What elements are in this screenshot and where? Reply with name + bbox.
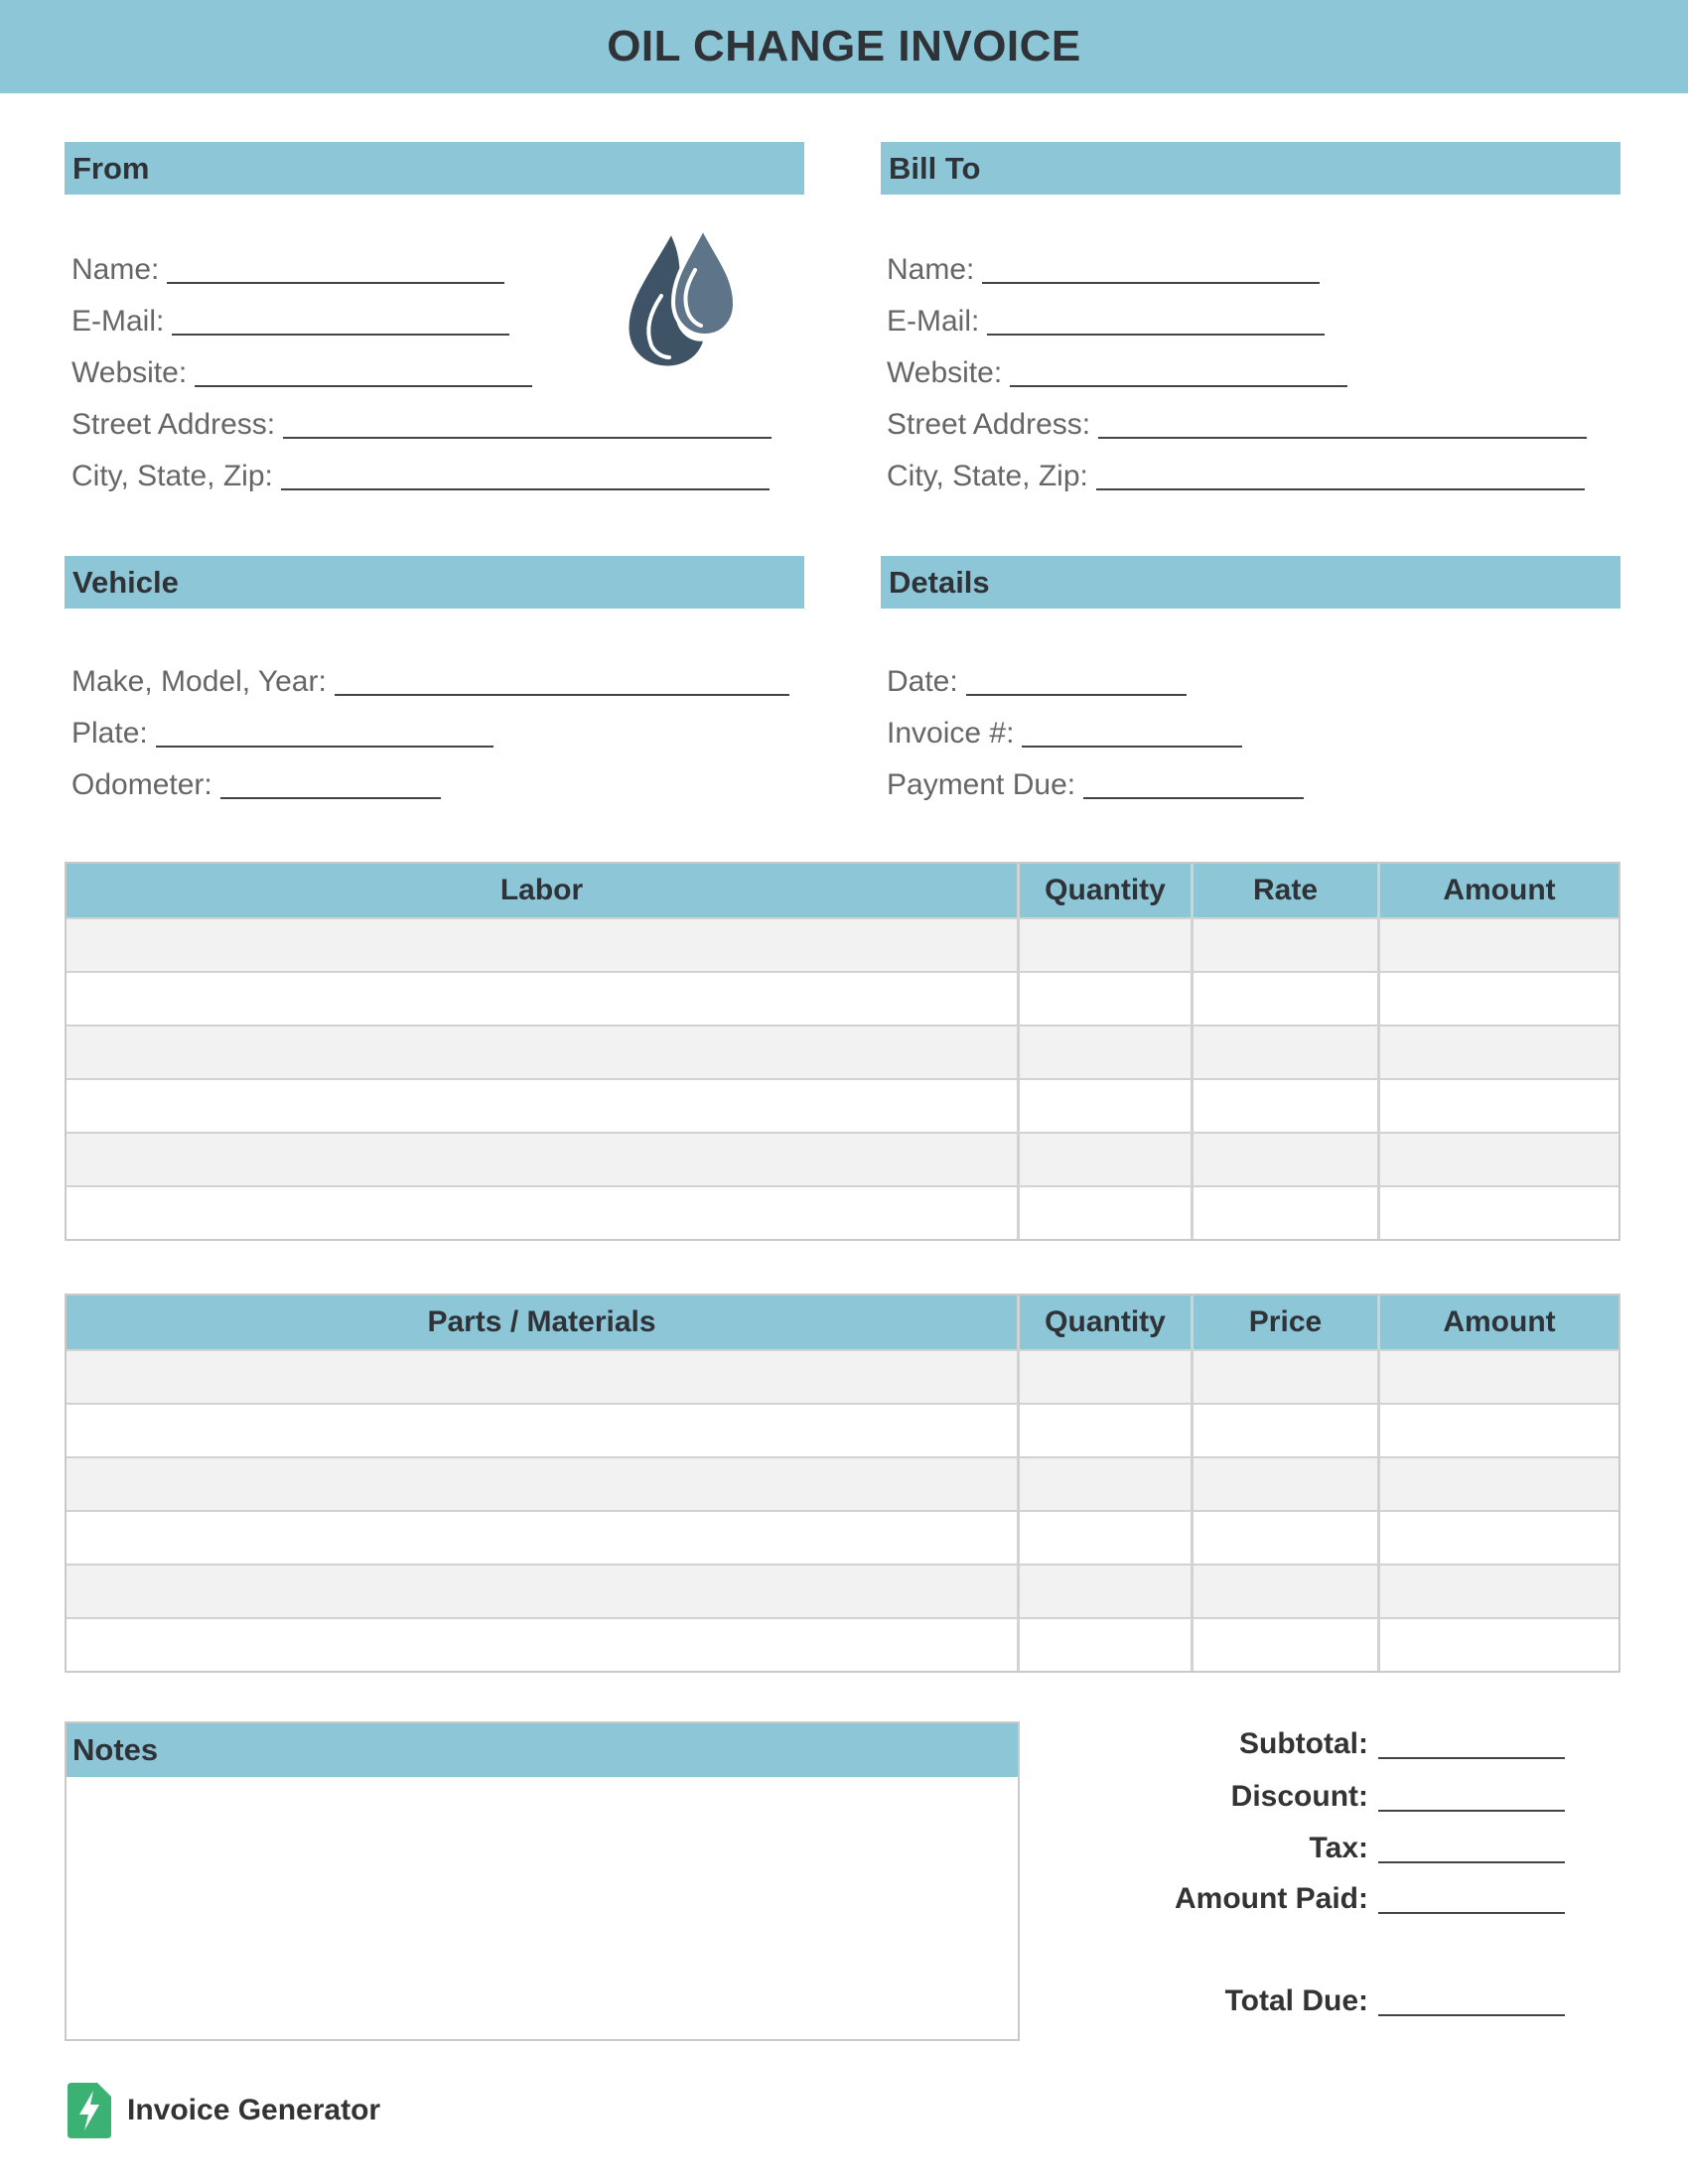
- parts-column-header: Parts / Materials: [427, 1305, 656, 1338]
- labor-amount-cell[interactable]: [1377, 919, 1618, 971]
- notes-box: [65, 1721, 1020, 2041]
- amount-paid-label: Amount Paid:: [1175, 1882, 1368, 1915]
- table-row: [67, 1078, 1618, 1132]
- table-row: [67, 1132, 1618, 1185]
- bill-to-email-label: E-Mail:: [887, 305, 980, 338]
- amount-paid-line: [1378, 1912, 1565, 1914]
- parts-table-header: [67, 1296, 1618, 1349]
- bill-to-email-line: [987, 334, 1325, 336]
- labor-amount-column-header: Amount: [1377, 864, 1618, 917]
- labor-column-header: Labor: [499, 874, 584, 906]
- make-model-year-line: [335, 694, 789, 696]
- invoice-number-label: Invoice #:: [887, 717, 1015, 750]
- part-description-cell[interactable]: [67, 1405, 1017, 1456]
- labor-rate-cell[interactable]: [1191, 919, 1377, 971]
- lightning-bolt-icon: [68, 2083, 111, 2138]
- from-email-label: E-Mail:: [71, 305, 165, 338]
- labor-quantity-cell[interactable]: [1017, 1026, 1191, 1078]
- labor-rate-cell[interactable]: [1191, 1134, 1377, 1185]
- odometer-line: [220, 797, 441, 799]
- bill-to-city-field[interactable]: [887, 460, 1585, 493]
- part-quantity-cell[interactable]: [1017, 1405, 1191, 1456]
- table-row: [67, 1024, 1618, 1078]
- part-price-cell[interactable]: [1191, 1351, 1377, 1403]
- table-row: [67, 1349, 1618, 1403]
- bill-to-name-field[interactable]: [887, 253, 1320, 287]
- labor-quantity-cell[interactable]: [1017, 919, 1191, 971]
- bill-to-website-field[interactable]: [887, 356, 1347, 390]
- part-price-cell[interactable]: [1191, 1458, 1377, 1510]
- labor-quantity-cell[interactable]: [1017, 973, 1191, 1024]
- from-website-label: Website:: [71, 356, 188, 389]
- total-due-field[interactable]: [1225, 1984, 1565, 2018]
- from-city-label: City, State, Zip:: [71, 460, 273, 492]
- part-quantity-cell[interactable]: [1017, 1458, 1191, 1510]
- parts-price-column-header: Price: [1191, 1296, 1377, 1349]
- bill-to-name-label: Name:: [887, 253, 975, 286]
- subtotal-line: [1378, 1757, 1565, 1759]
- labor-description-cell[interactable]: [67, 919, 1017, 971]
- part-quantity-cell[interactable]: [1017, 1566, 1191, 1617]
- from-email-field[interactable]: [71, 305, 509, 339]
- date-label: Date:: [887, 665, 958, 698]
- date-field[interactable]: [887, 665, 1187, 699]
- labor-description-cell[interactable]: [67, 973, 1017, 1024]
- labor-description-cell[interactable]: [67, 1026, 1017, 1078]
- labor-description-cell[interactable]: [67, 1080, 1017, 1132]
- invoice-number-field[interactable]: [887, 717, 1242, 751]
- table-row: [67, 1185, 1618, 1239]
- part-description-cell[interactable]: [67, 1566, 1017, 1617]
- from-street-field[interactable]: [71, 408, 772, 442]
- from-name-field[interactable]: [71, 253, 504, 287]
- from-website-line: [195, 385, 532, 387]
- plate-line: [156, 746, 493, 748]
- from-name-label: Name:: [71, 253, 160, 286]
- table-row: [67, 917, 1618, 971]
- notes-textarea[interactable]: [67, 1777, 1018, 2039]
- labor-description-cell[interactable]: [67, 1134, 1017, 1185]
- labor-amount-cell[interactable]: [1377, 1187, 1618, 1239]
- labor-description-cell[interactable]: [67, 1187, 1017, 1239]
- parts-table: [65, 1294, 1620, 1673]
- labor-rate-cell[interactable]: [1191, 1187, 1377, 1239]
- labor-amount-cell[interactable]: [1377, 973, 1618, 1024]
- tax-line: [1378, 1861, 1565, 1863]
- discount-field[interactable]: [1231, 1780, 1565, 1814]
- bill-to-city-label: City, State, Zip:: [887, 460, 1088, 492]
- amount-paid-field[interactable]: [1175, 1882, 1565, 1916]
- labor-rate-cell[interactable]: [1191, 1026, 1377, 1078]
- bill-to-street-field[interactable]: [887, 408, 1587, 442]
- notes-heading: Notes: [67, 1723, 1018, 1777]
- discount-label: Discount:: [1230, 1780, 1368, 1813]
- labor-quantity-cell[interactable]: [1017, 1134, 1191, 1185]
- bill-to-city-line: [1096, 488, 1585, 490]
- labor-quantity-cell[interactable]: [1017, 1080, 1191, 1132]
- total-due-label: Total Due:: [1224, 1984, 1368, 2017]
- part-amount-cell[interactable]: [1377, 1619, 1618, 1671]
- table-row: [67, 1456, 1618, 1510]
- labor-table: [65, 862, 1620, 1241]
- table-row: [67, 971, 1618, 1024]
- table-row: [67, 1617, 1618, 1671]
- oil-drop-logo-icon: [620, 224, 739, 369]
- from-city-line: [281, 488, 770, 490]
- details-heading: Details: [881, 556, 1620, 609]
- table-row: [67, 1564, 1618, 1617]
- part-amount-cell[interactable]: [1377, 1566, 1618, 1617]
- total-due-line: [1378, 2014, 1565, 2016]
- from-website-field[interactable]: [71, 356, 532, 390]
- part-price-cell[interactable]: [1191, 1512, 1377, 1564]
- odometer-field[interactable]: [71, 768, 441, 802]
- from-heading: From: [65, 142, 804, 195]
- payment-due-label: Payment Due:: [887, 768, 1076, 801]
- subtotal-field[interactable]: [1239, 1727, 1565, 1761]
- labor-quantity-cell[interactable]: [1017, 1187, 1191, 1239]
- part-description-cell[interactable]: [67, 1458, 1017, 1510]
- part-quantity-cell[interactable]: [1017, 1619, 1191, 1671]
- from-street-line: [283, 437, 772, 439]
- labor-quantity-column-header: Quantity: [1017, 864, 1191, 917]
- from-name-line: [167, 282, 504, 284]
- plate-field[interactable]: [71, 717, 493, 751]
- table-row: [67, 1510, 1618, 1564]
- part-description-cell[interactable]: [67, 1351, 1017, 1403]
- labor-amount-cell[interactable]: [1377, 1026, 1618, 1078]
- make-model-year-field[interactable]: [71, 665, 789, 699]
- bill-to-heading: Bill To: [881, 142, 1620, 195]
- part-amount-cell[interactable]: [1377, 1512, 1618, 1564]
- plate-label: Plate:: [71, 717, 148, 750]
- discount-line: [1378, 1810, 1565, 1812]
- odometer-label: Odometer:: [71, 768, 212, 801]
- from-street-label: Street Address:: [71, 408, 276, 441]
- payment-due-field[interactable]: [887, 768, 1304, 802]
- part-quantity-cell[interactable]: [1017, 1512, 1191, 1564]
- labor-amount-cell[interactable]: [1377, 1080, 1618, 1132]
- table-row: [67, 1403, 1618, 1456]
- invoice-title: OIL CHANGE INVOICE: [607, 22, 1081, 70]
- bill-to-email-field[interactable]: [887, 305, 1325, 339]
- invoice-number-line: [1022, 746, 1242, 748]
- labor-amount-cell[interactable]: [1377, 1134, 1618, 1185]
- from-city-field[interactable]: [71, 460, 770, 493]
- labor-rate-column-header: Rate: [1191, 864, 1377, 917]
- part-price-cell[interactable]: [1191, 1405, 1377, 1456]
- part-amount-cell[interactable]: [1377, 1405, 1618, 1456]
- tax-label: Tax:: [1309, 1832, 1368, 1864]
- brand-name: Invoice Generator: [127, 2094, 381, 2126]
- part-price-cell[interactable]: [1191, 1619, 1377, 1671]
- payment-due-line: [1083, 797, 1304, 799]
- labor-rate-cell[interactable]: [1191, 973, 1377, 1024]
- part-amount-cell[interactable]: [1377, 1351, 1618, 1403]
- bill-to-street-label: Street Address:: [887, 408, 1091, 441]
- tax-field[interactable]: [1310, 1832, 1565, 1865]
- vehicle-heading: Vehicle: [65, 556, 804, 609]
- make-model-year-label: Make, Model, Year:: [71, 665, 327, 698]
- parts-amount-column-header: Amount: [1377, 1296, 1618, 1349]
- bill-to-website-line: [1010, 385, 1347, 387]
- bill-to-website-label: Website:: [887, 356, 1003, 389]
- labor-rate-cell[interactable]: [1191, 1080, 1377, 1132]
- part-description-cell[interactable]: [67, 1512, 1017, 1564]
- bill-to-name-line: [982, 282, 1320, 284]
- title-bar: [0, 0, 1688, 93]
- bill-to-street-line: [1098, 437, 1587, 439]
- from-email-line: [172, 334, 509, 336]
- part-description-cell[interactable]: [67, 1619, 1017, 1671]
- part-quantity-cell[interactable]: [1017, 1351, 1191, 1403]
- footer-brand: [68, 2083, 380, 2138]
- part-price-cell[interactable]: [1191, 1566, 1377, 1617]
- parts-quantity-column-header: Quantity: [1017, 1296, 1191, 1349]
- part-amount-cell[interactable]: [1377, 1458, 1618, 1510]
- labor-table-header: [67, 864, 1618, 917]
- subtotal-label: Subtotal:: [1239, 1727, 1368, 1760]
- date-line: [966, 694, 1187, 696]
